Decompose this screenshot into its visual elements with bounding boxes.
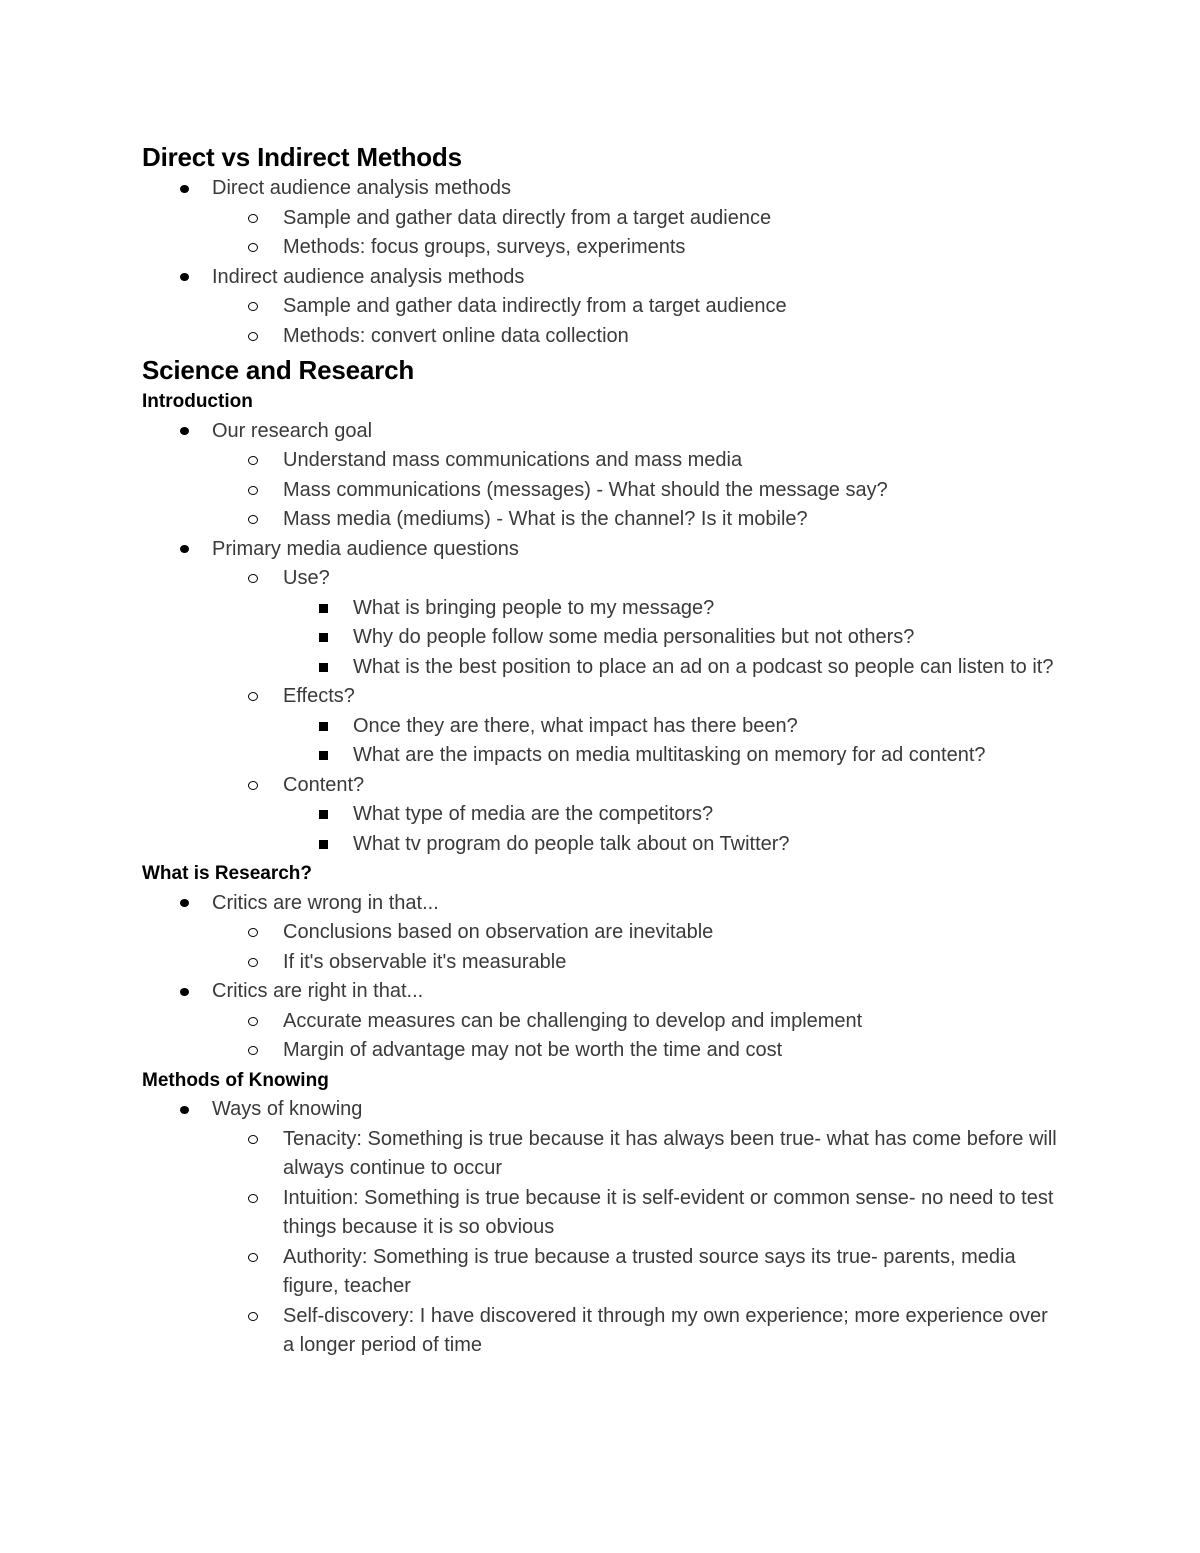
list-item: Critics are wrong in that... (142, 889, 1062, 919)
square-bullet-icon (319, 594, 328, 624)
disc-bullet-icon (180, 174, 189, 204)
square-bullet-icon (319, 653, 328, 683)
list-item: Direct audience analysis methods (142, 174, 1062, 204)
list-item: Methods: convert online data collection (142, 322, 1062, 352)
list-item: Sample and gather data indirectly from a target audience (142, 292, 1062, 322)
list-item: Indirect audience analysis methods (142, 263, 1062, 293)
list-item: Authority: Something is true because a trusted source says its true- parents, media figure, teacher (142, 1243, 1062, 1302)
list-item: If it's observable it's measurable (142, 948, 1062, 978)
introduction-list (142, 417, 1062, 860)
list-item: Ways of knowing (142, 1095, 1062, 1125)
disc-bullet-icon (180, 977, 189, 1007)
circle-bullet-icon (249, 948, 258, 978)
what-is-research-list (142, 889, 1062, 1066)
circle-bullet-icon (249, 1125, 258, 1155)
list-item: What are the impacts on media multitasking on memory for ad content? (142, 741, 1062, 771)
disc-bullet-icon (180, 263, 189, 293)
circle-bullet-icon (249, 233, 258, 263)
list-item: Self-discovery: I have discovered it through my own experience; more experience over a longer period of time (142, 1302, 1062, 1361)
square-bullet-icon (319, 800, 328, 830)
subheading-what-is-research: What is Research? (142, 863, 312, 884)
section-title-direct-vs-indirect: Direct vs Indirect Methods (142, 142, 462, 172)
list-item: Use? (142, 564, 1062, 594)
list-item: Content? (142, 771, 1062, 801)
circle-bullet-icon (249, 771, 258, 801)
disc-bullet-icon (180, 535, 189, 565)
direct-indirect-list (142, 174, 1062, 351)
list-item: Methods: focus groups, surveys, experiments (142, 233, 1062, 263)
list-item: Sample and gather data directly from a target audience (142, 204, 1062, 234)
circle-bullet-icon (249, 476, 258, 506)
list-item: Tenacity: Something is true because it has always been true- what has come before will always continue to occur (142, 1125, 1062, 1184)
list-item: Why do people follow some media personalities but not others? (142, 623, 1062, 653)
list-item: Mass communications (messages) - What should the message say? (142, 476, 1062, 506)
disc-bullet-icon (180, 417, 189, 447)
circle-bullet-icon (249, 1243, 258, 1273)
methods-of-knowing-list (142, 1095, 1062, 1361)
list-item: Primary media audience questions (142, 535, 1062, 565)
list-item: Intuition: Something is true because it is self-evident or common sense- no need to test things because it is so obvious (142, 1184, 1062, 1243)
document-content (142, 138, 1062, 1361)
list-item: Effects? (142, 682, 1062, 712)
list-item: Margin of advantage may not be worth the time and cost (142, 1036, 1062, 1066)
list-item: Conclusions based on observation are inevitable (142, 918, 1062, 948)
circle-bullet-icon (249, 564, 258, 594)
circle-bullet-icon (249, 505, 258, 535)
square-bullet-icon (319, 830, 328, 860)
list-item: Critics are right in that... (142, 977, 1062, 1007)
list-item: What type of media are the competitors? (142, 800, 1062, 830)
circle-bullet-icon (249, 918, 258, 948)
list-item: Once they are there, what impact has there been? (142, 712, 1062, 742)
list-item: Accurate measures can be challenging to develop and implement (142, 1007, 1062, 1037)
circle-bullet-icon (249, 1184, 258, 1214)
list-item: Understand mass communications and mass media (142, 446, 1062, 476)
list-item: What is the best position to place an ad on a podcast so people can listen to it? (142, 653, 1062, 683)
circle-bullet-icon (249, 446, 258, 476)
square-bullet-icon (319, 741, 328, 771)
circle-bullet-icon (249, 322, 258, 352)
list-item: Our research goal (142, 417, 1062, 447)
disc-bullet-icon (180, 889, 189, 919)
circle-bullet-icon (249, 682, 258, 712)
circle-bullet-icon (249, 204, 258, 234)
circle-bullet-icon (249, 1036, 258, 1066)
square-bullet-icon (319, 623, 328, 653)
disc-bullet-icon (180, 1095, 189, 1125)
subheading-introduction: Introduction (142, 391, 253, 412)
circle-bullet-icon (249, 1302, 258, 1332)
section-title-science-and-research: Science and Research (142, 355, 415, 385)
list-item: Mass media (mediums) - What is the channel? Is it mobile? (142, 505, 1062, 535)
subheading-methods-of-knowing: Methods of Knowing (142, 1069, 329, 1091)
square-bullet-icon (319, 712, 328, 742)
list-item: What tv program do people talk about on Twitter? (142, 830, 1062, 860)
list-item: What is bringing people to my message? (142, 594, 1062, 624)
circle-bullet-icon (249, 292, 258, 322)
circle-bullet-icon (249, 1007, 258, 1037)
